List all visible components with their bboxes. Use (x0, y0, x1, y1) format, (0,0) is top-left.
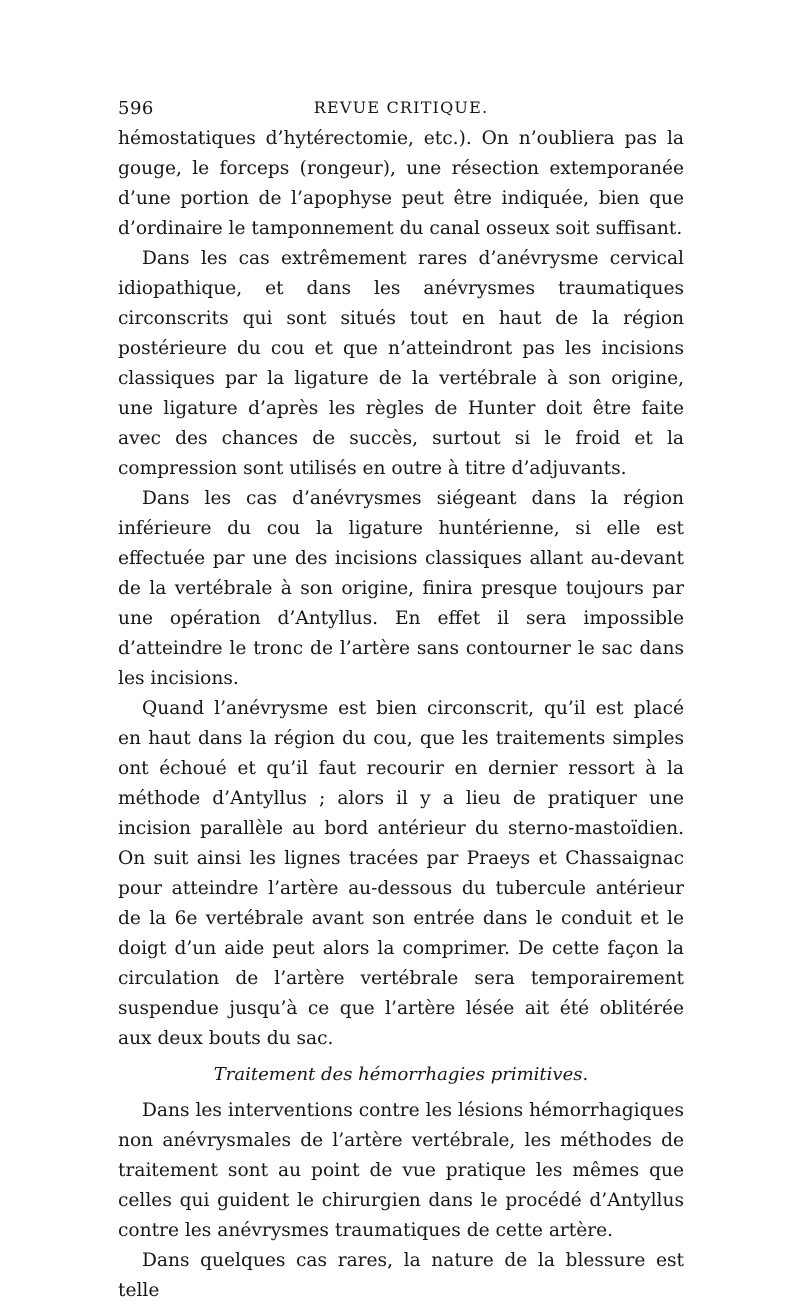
section-heading: Traitement des hémorrhagies primitives. (213, 1064, 589, 1085)
page-number: 596 (118, 98, 154, 119)
running-head (118, 98, 684, 122)
body-text (118, 124, 684, 1306)
paragraph-circumscribed-aneurysm: Quand l’anévrysme est bien circonscrit, qu’il est placé en haut dans la région du cou, que les traitements simples ont échoué et qu’il faut recourir en dernier ressort à la méthode d’Antyllus ; alors il y a lieu de pratiquer une incision parallèle au bord antérieur du sterno-mastoïdien. On suit ainsi les lignes tracées par Praeys et Chassaignac pour atteindre l’artère au-dessous du tubercule antérieur de la 6e vertébrale avant son entrée dans le conduit et le doigt d’un aide peut alors la comprimer. De cette façon la circulation de l’artère vertébrale sera temporairement suspendue jusqu’à ce que l’artère lésée ait été oblitérée aux deux bouts du sac. (118, 698, 684, 1049)
paragraph-rare-cases: Dans quelques cas rares, la nature de la blessure est telle (118, 1250, 684, 1301)
paragraph-non-aneurysmal: Dans les interventions contre les lésions hémorrhagiques non anévrysmales de l’artère vertébrale, les méthodes de traitement sont au point de vue pratique les mêmes que celles qui guident le chirurgien dans le procédé d’Antyllus contre les anévrysmes traumatiques de cette artère. (118, 1100, 684, 1241)
paragraph-idiopathic-aneurysm: Dans les cas extrêmement rares d’anévrysme cervical idiopathique, et dans les anévrysmes traumatiques circonscrits qui sont situés tout en haut de la région postérieure du cou et que n’atteindront pas les incisions classiques par la ligature de la vertébrale à son origine, une ligature d’après les règles de Hunter doit être faite avec des chances de succès, surtout si le froid et la compression sont utilisés en outre à titre d’adjuvants. (118, 248, 684, 479)
paragraph-lower-neck-aneurysm: Dans les cas d’anévrysmes siégeant dans la région inférieure du cou la ligature huntérienne, si elle est effectuée par une des incisions classiques allant au-devant de la vertébrale à son origine, finira presque toujours par une opération d’Antyllus. En effet il sera impossible d’atteindre le tronc de l’artère sans contourner le sac dans les incisions. (118, 488, 684, 689)
paragraph-continued: hémostatiques d’hytérectomie, etc.). On n’oubliera pas la gouge, le forceps (rongeur), une résection extemporanée d’une portion de l’apophyse peut être indiquée, bien que d’ordinaire le tamponnement du canal osseux soit suffisant. (118, 128, 684, 239)
running-title: REVUE CRITIQUE. (313, 98, 489, 117)
